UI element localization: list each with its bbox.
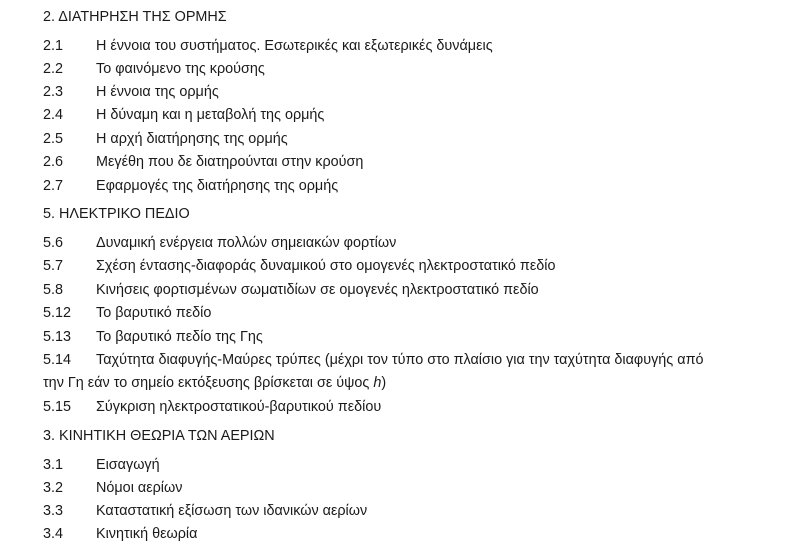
item-text: Νόμοι αερίων	[96, 480, 183, 496]
item-number: 2.4	[43, 107, 64, 123]
item-text: Μεγέθη που δε διατηρούνται στην κρούση	[96, 154, 364, 170]
item-number: 5.12	[43, 305, 72, 321]
item-number: 5.14	[43, 352, 72, 368]
item-text: Το βαρυτικό πεδίο της Γης	[96, 329, 263, 345]
item-number: 2.2	[43, 61, 64, 77]
item-number: 2.3	[43, 84, 64, 100]
item-number: 3.4	[43, 526, 64, 542]
item-number: 2.7	[43, 178, 64, 194]
continuation-variable: h	[373, 375, 382, 391]
item-text: Σχέση έντασης-διαφοράς δυναμικού στο ομογενές ηλεκτροστατικό πεδίο	[96, 258, 556, 274]
item-text: Καταστατική εξίσωση των ιδανικών αερίων	[96, 503, 368, 519]
item-text: Ταχύτητα διαφυγής-Μαύρες τρύπες (μέχρι τον τύπο στο πλαίσιο για την ταχύτητα διαφυγής από	[96, 352, 704, 368]
continuation-end: )	[381, 375, 387, 391]
item-text: Η έννοια του συστήματος. Εσωτερικές και εξωτερικές δυνάμεις	[96, 38, 493, 54]
item-number: 5.15	[43, 399, 72, 415]
item-text: Η έννοια της ορμής	[96, 84, 219, 100]
item-number: 5.8	[43, 282, 64, 298]
item-number: 5.7	[43, 258, 64, 274]
item-number: 2.5	[43, 131, 64, 147]
item-text: Εφαρμογές της διατήρησης της ορμής	[96, 178, 339, 194]
section-heading: 2. ΔΙΑΤΗΡΗΣΗ ΤΗΣ ΟΡΜΗΣ	[43, 9, 227, 25]
item-number: 3.1	[43, 457, 64, 473]
item-number: 5.6	[43, 235, 64, 251]
item-text: Σύγκριση ηλεκτροστατικού-βαρυτικού πεδίου	[96, 399, 382, 415]
item-text: Το φαινόμενο της κρούσης	[96, 61, 265, 77]
list-item-continuation	[43, 374, 386, 392]
item-text: Η αρχή διατήρησης της ορμής	[96, 131, 288, 147]
item-number: 3.2	[43, 480, 64, 496]
item-number: 5.13	[43, 329, 72, 345]
continuation-text: την Γη εάν το σημείο εκτόξευσης βρίσκεται σε ύψος	[43, 375, 374, 391]
item-number: 3.3	[43, 503, 64, 519]
item-text: Εισαγωγή	[96, 457, 160, 473]
section-heading: 3. ΚΙΝΗΤΙΚΗ ΘΕΩΡΙΑ ΤΩΝ ΑΕΡΙΩΝ	[43, 428, 275, 444]
section-heading: 5. ΗΛΕΚΤΡΙΚΟ ΠΕΔΙΟ	[43, 206, 190, 222]
item-text: Κινητική θεωρία	[96, 526, 198, 542]
item-text: Κινήσεις φορτισμένων σωματιδίων σε ομογενές ηλεκτροστατικό πεδίο	[96, 282, 539, 298]
item-text: Η δύναμη και η μεταβολή της ορμής	[96, 107, 325, 123]
item-number: 2.6	[43, 154, 64, 170]
item-text: Το βαρυτικό πεδίο	[96, 305, 212, 321]
item-text: Δυναμική ενέργεια πολλών σημειακών φορτίων	[96, 235, 397, 251]
item-number: 2.1	[43, 38, 64, 54]
